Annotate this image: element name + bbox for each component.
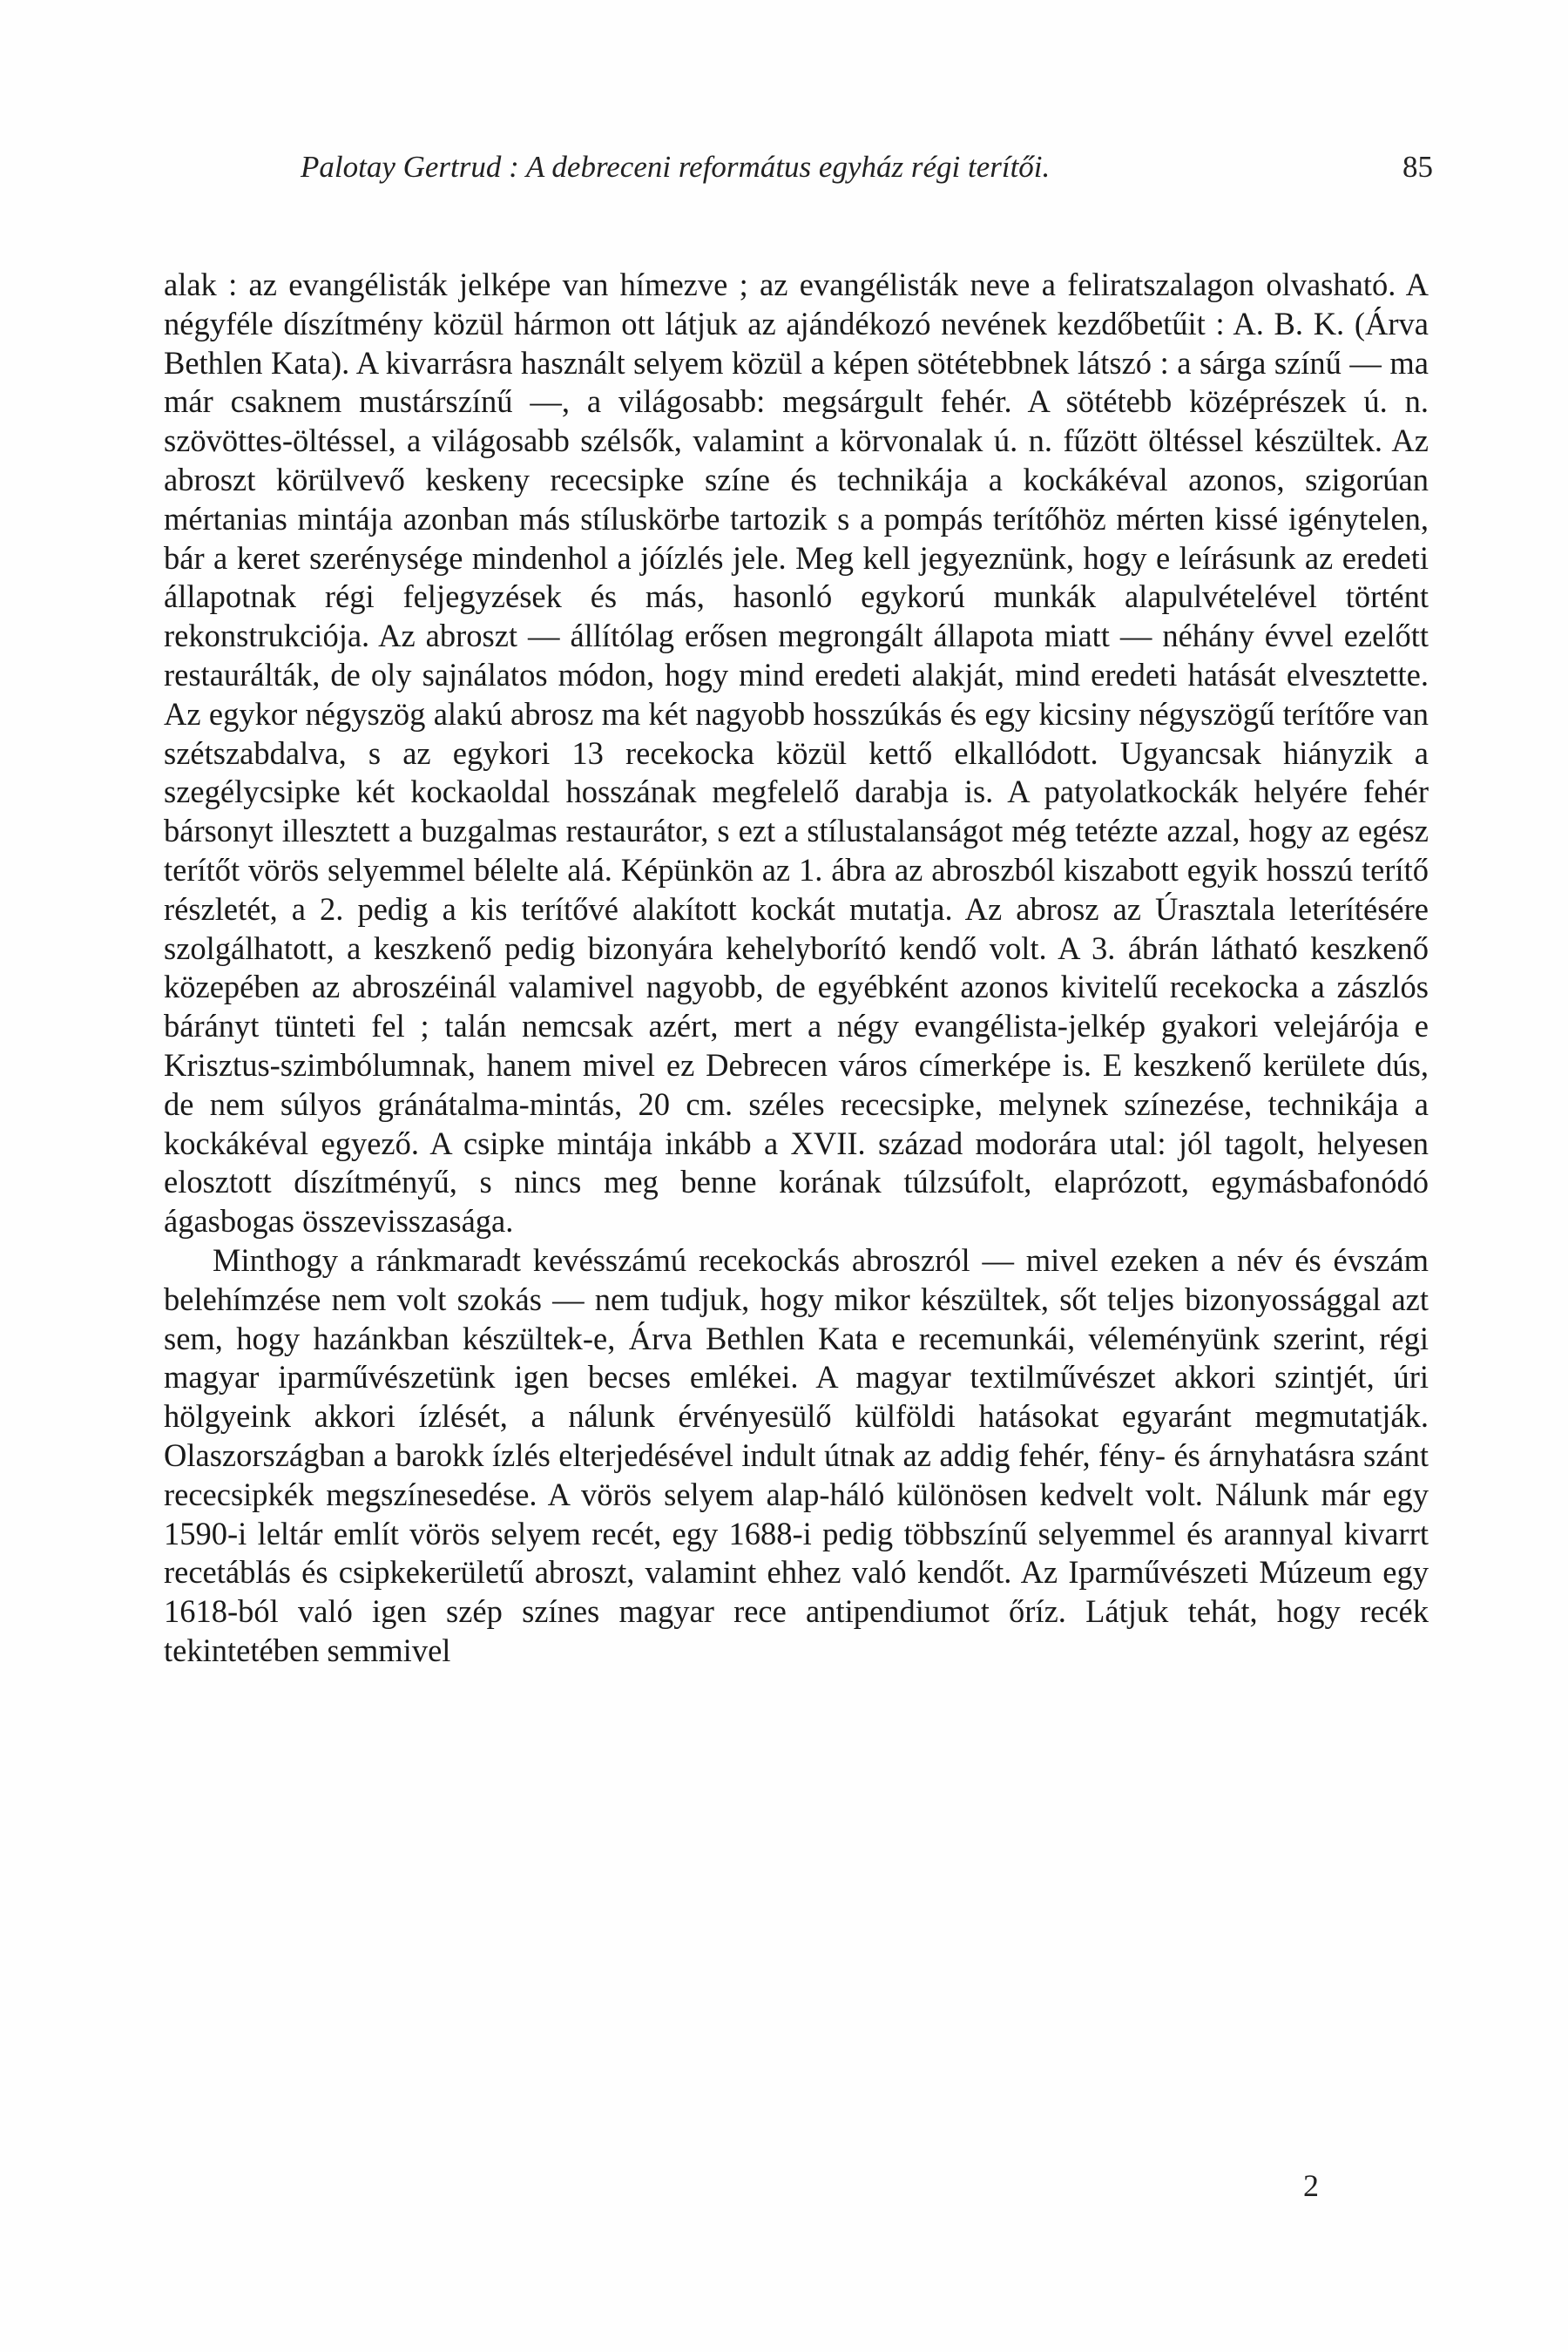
page-number: 85 <box>1402 150 1433 184</box>
running-title: Palotay Gertrud : A debreceni református egyház régi terítői. <box>301 150 1051 184</box>
paragraph-1: alak : az evangélisták jelképe van hímezve ; az evangélisták neve a feliratszalagon olvasható. A négyféle díszítmény közül hármon ott látjuk az ajándékozó nevének kezdőbetűit : A. B. K. (Árva Bethlen Kata). A kivarrásra használt selyem közül a képen sötétebbnek látszó : a sárga színű — ma már csaknem mustárszínű —, a világosabb: megsárgult fehér. A sötétebb középrészek ú. n. szövöttes-öltéssel, a világosabb szélsők, valamint a körvonalak ú. n. fűzött öltéssel készültek. Az abroszt körülvevő keskeny rececsipke színe és technikája a kockákéval azonos, szigorúan mértanias mintája azonban más stíluskörbe tartozik s a pompás terítőhöz mérten kissé igénytelen, bár a keret szerénysége mindenhol a jóízlés jele. Meg kell jegyeznünk, hogy e leírásunk az eredeti állapotnak régi feljegyzések és más, hasonló egykorú munkák alapulvételével történt rekonstrukciója. Az abroszt — állítólag erősen megrongált állapota miatt — néhány évvel ezelőtt restaurálták, de oly sajnálatos módon, hogy mind eredeti alakját, mind eredeti hatását elvesztette. Az egykor négyszög alakú abrosz ma két nagyobb hosszúkás és egy kicsiny négyszögű terítőre van szétszabdalva, s az egykori 13 recekocka közül kettő elkallódott. Ugyancsak hiányzik a szegélycsipke két kockaoldal hosszának megfelelő darabja is. A patyolatkockák helyére fehér bársonyt illesztett a buzgalmas restaurátor, s ezt a stílustalanságot még tetézte azzal, hogy az egész terítőt vörös selyemmel bélelte alá. Képünkön az 1. ábra az abroszból kiszabott egyik hosszú terítő részletét, a 2. pedig a kis terítővé alakított kockát mutatja. Az abrosz az Úrasztala leterítésére szolgálhatott, a keszkenő pedig bizonyára kehelyborító kendő volt. A 3. ábrán látható keszkenő közepében az abroszéinál valamivel nagyobb, de egyébként azonos kivitelű recekocka a zászlós bárányt tünteti fel ; talán nemcsak azért, mert a négy evangélista-jelkép gyakori velejárója e Krisztus-szimbólumnak, hanem mivel ez Debrecen város címerképe is. E keszkenő kerülete dús, de nem súlyos gránátalma-mintás, 20 cm. széles rececsipke, melynek színezése, technikája a kockákéval egyező. A csipke mintája inkább a XVII. század modorára utal: jól tagolt, helyesen elosztott díszítményű, s nincs meg benne korának túlzsúfolt, elaprózott, egymásbafonódó ágasbogas összevisszasága. <box>164 267 1429 1240</box>
signature-mark: 2 <box>1303 2168 1319 2203</box>
paragraph-2: Minthogy a ránkmaradt kevésszámú recekockás abroszról — mivel ezeken a név és évszám belehímzése nem volt szokás — nem tudjuk, hogy mikor készültek, sőt teljes bizonyossággal azt sem, hogy hazánkban készültek-e, Árva Bethlen Kata e recemunkái, véleményünk szerint, régi magyar iparművészetünk igen becses emlékei. A magyar textilművészet akkori szintjét, úri hölgyeink akkori ízlését, a nálunk érvényesülő külföldi hatásokat egyaránt megmutatják. Olaszországban a barokk ízlés elterjedésével indult útnak az addig fehér, fény- és árnyhatásra szánt rececsipkék megszínesedése. A vörös selyem alap-háló különösen kedvelt volt. Nálunk már egy 1590-i leltár említ vörös selyem recét, egy 1688-i pedig többszínű selyemmel és arannyal kivarrt recetáblás és csipkekerületű abroszt, valamint ehhez való kendőt. Az Iparművészeti Múzeum egy 1618-ból való igen szép színes magyar rece antipendiumot őríz. Látjuk tehát, hogy recék tekintetében semmivel <box>164 1241 1429 1668</box>
running-header <box>301 150 1433 193</box>
body-text <box>164 266 1429 1671</box>
